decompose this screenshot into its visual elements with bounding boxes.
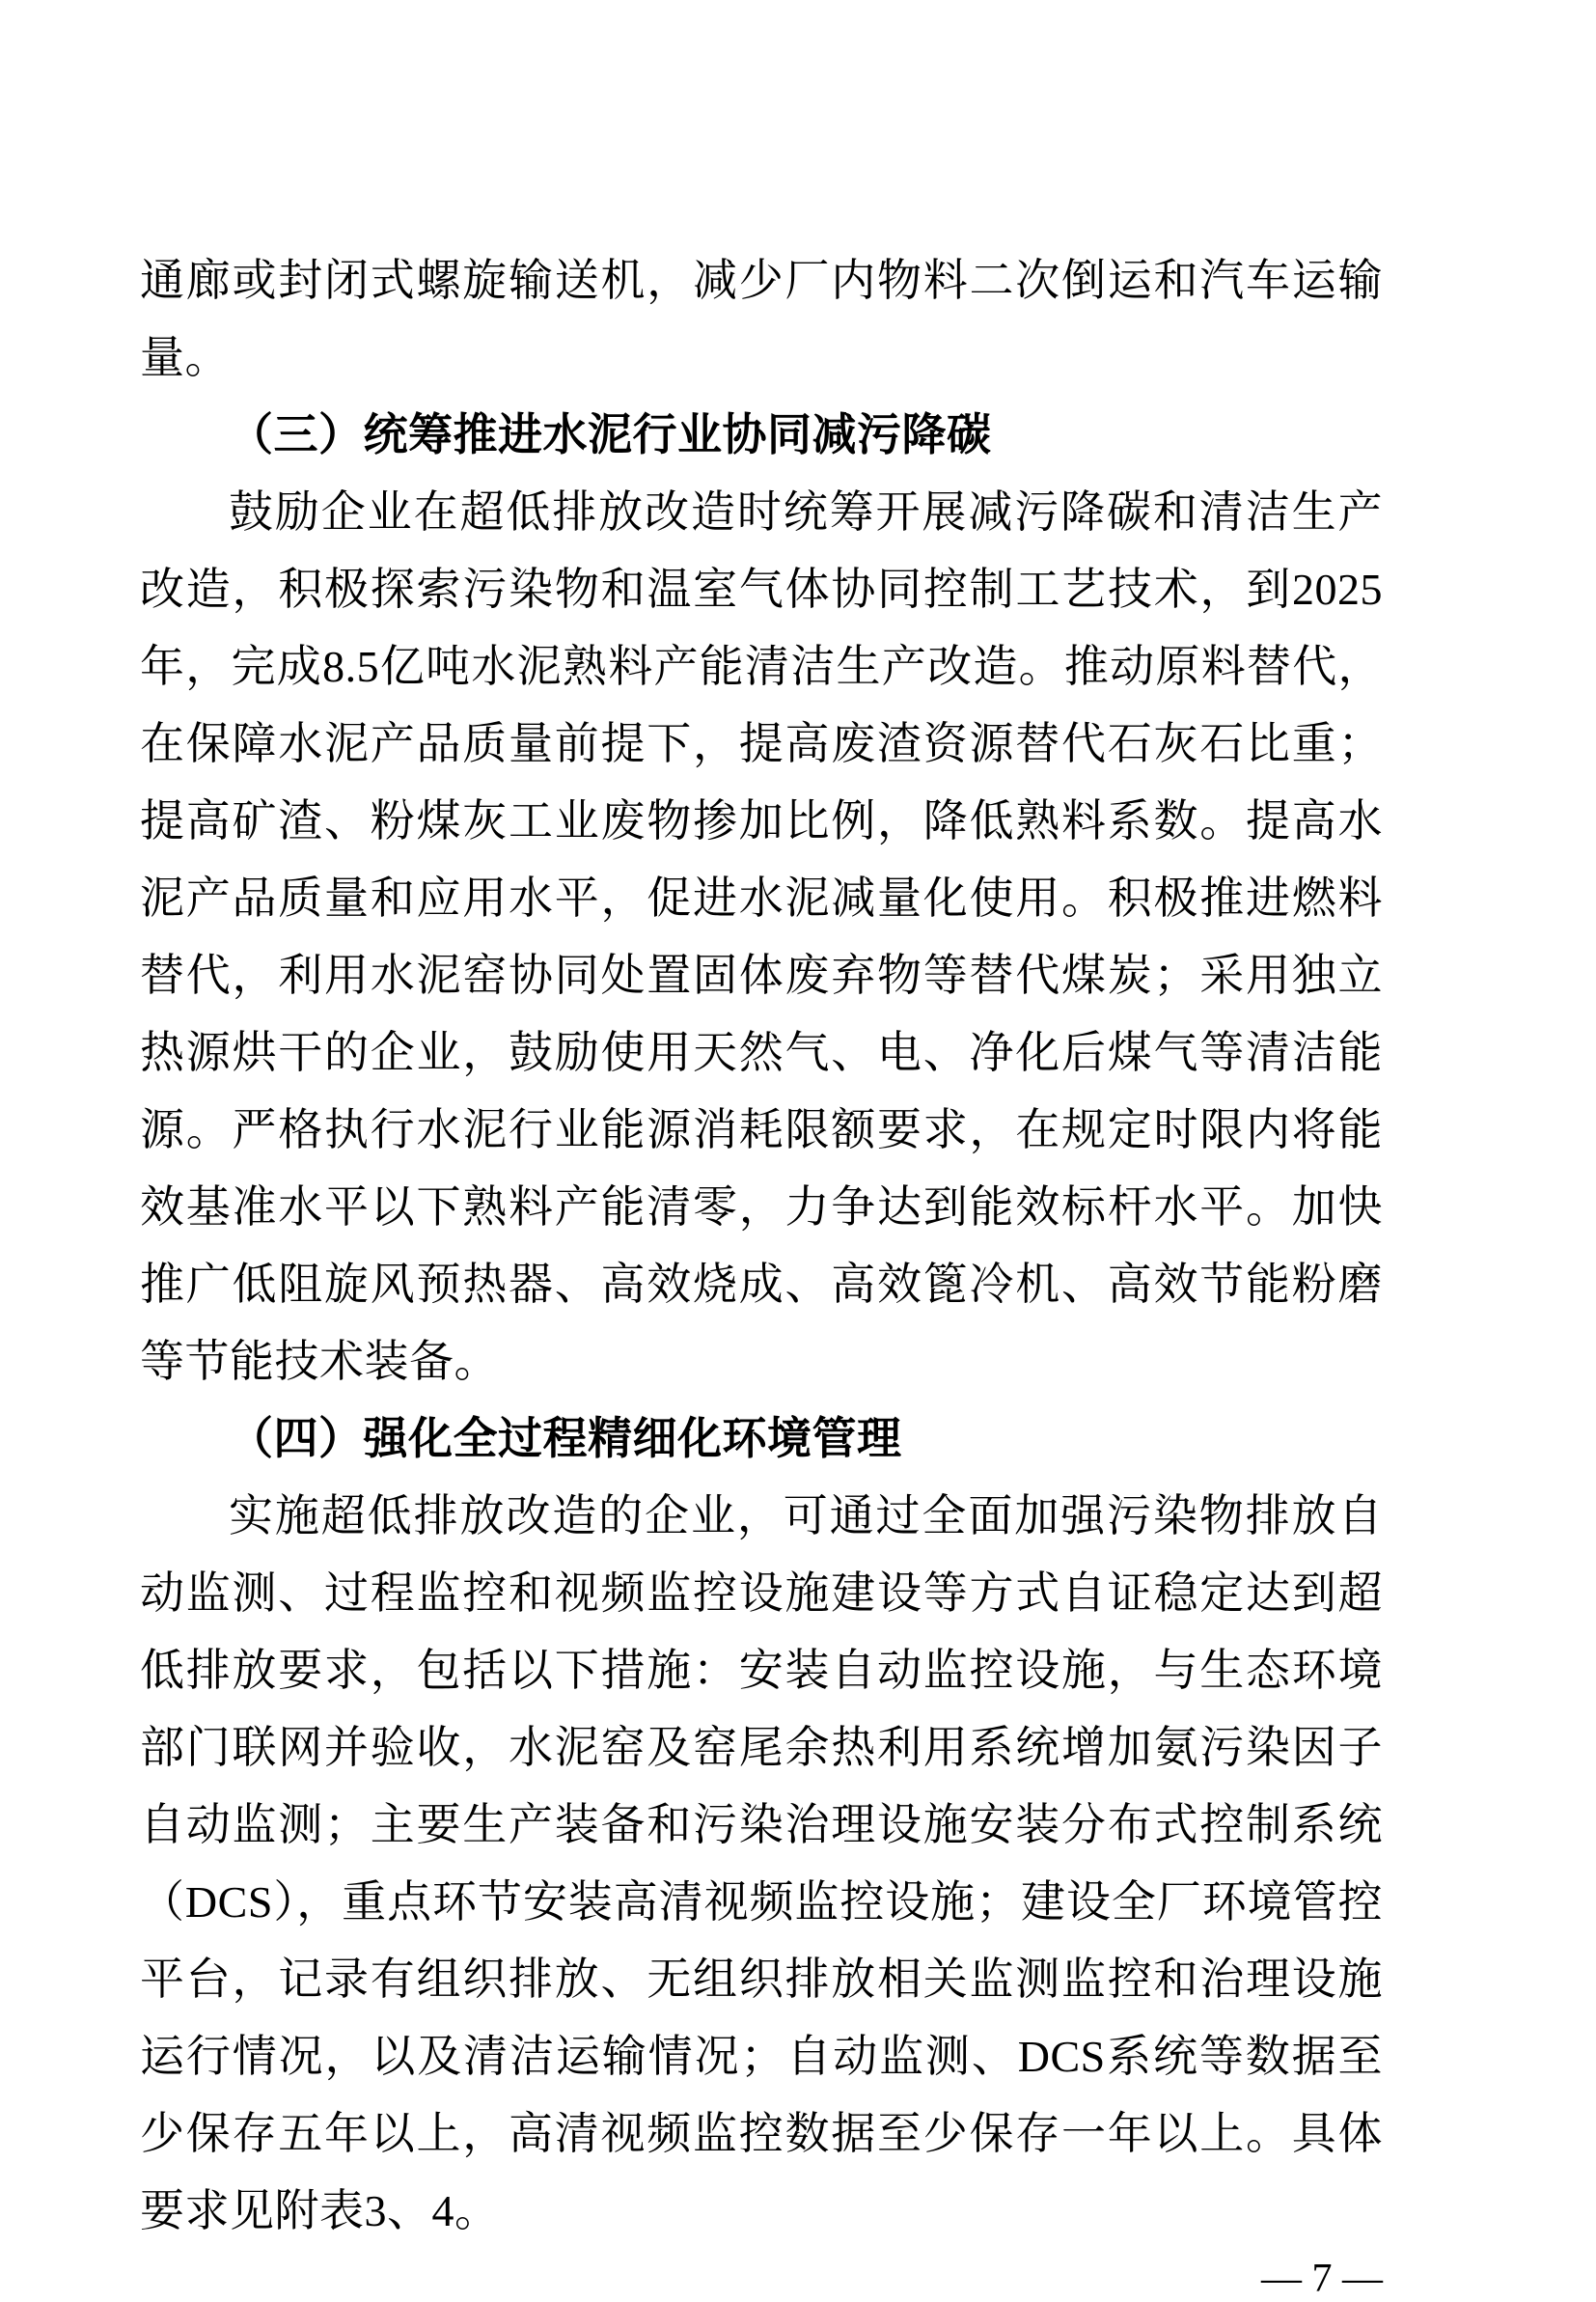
section-heading-4: （四）强化全过程精细化环境管理	[229, 1414, 902, 1463]
paragraph-section-3: 鼓励企业在超低排放改造时统筹开展减污降碳和清洁生产改造，积极探索污染物和温室气体协同控制工艺技术，到2025年，完成8.5亿吨水泥熟料产能清洁生产改造。推动原料替代，在保障水泥产品质量前提下，提高废渣资源替代石灰石比重；提高矿渣、粉煤灰工业废物掺加比例，降低熟料系数。提高水泥产品质量和应用水平，促进水泥减量化使用。积极推进燃料替代，利用水泥窑协同处置固体废弃物等替代煤炭；采用独立热源烘干的企业，鼓励使用天然气、电、净化后煤气等清洁能源。严格执行水泥行业能源消耗限额要求，在规定时限内将能效基准水平以下熟料产能清零，力争达到能效标杆水平。加快推广低阻旋风预热器、高效烧成、高效篦冷机、高效节能粉磨等节能技术装备。	[140, 487, 1383, 1386]
section-heading-3: （三）统筹推进水泥行业协同减污降碳	[229, 410, 992, 459]
paragraph-continued: 通廊或封闭式螺旋输送机，减少厂内物料二次倒运和汽车运输量。	[140, 256, 1383, 382]
paragraph-section-4: 实施超低排放改造的企业，可通过全面加强污染物排放自动监测、过程监控和视频监控设施建设等方式自证稳定达到超低排放要求，包括以下措施：安装自动监控设施，与生态环境部门联网并验收，水泥窑及窑尾余热利用系统增加氨污染因子自动监测；主要生产装备和污染治理设施安装分布式控制系统（DCS），重点环节安装高清视频监控设施；建设全厂环境管控平台，记录有组织排放、无组织排放相关监测监控和治理设施运行情况，以及清洁运输情况；自动监测、DCS系统等数据至少保存五年以上，高清视频监控数据至少保存一年以上。具体要求见附表3、4。	[140, 1491, 1383, 2235]
page-number: — 7 —	[1261, 2257, 1383, 2301]
